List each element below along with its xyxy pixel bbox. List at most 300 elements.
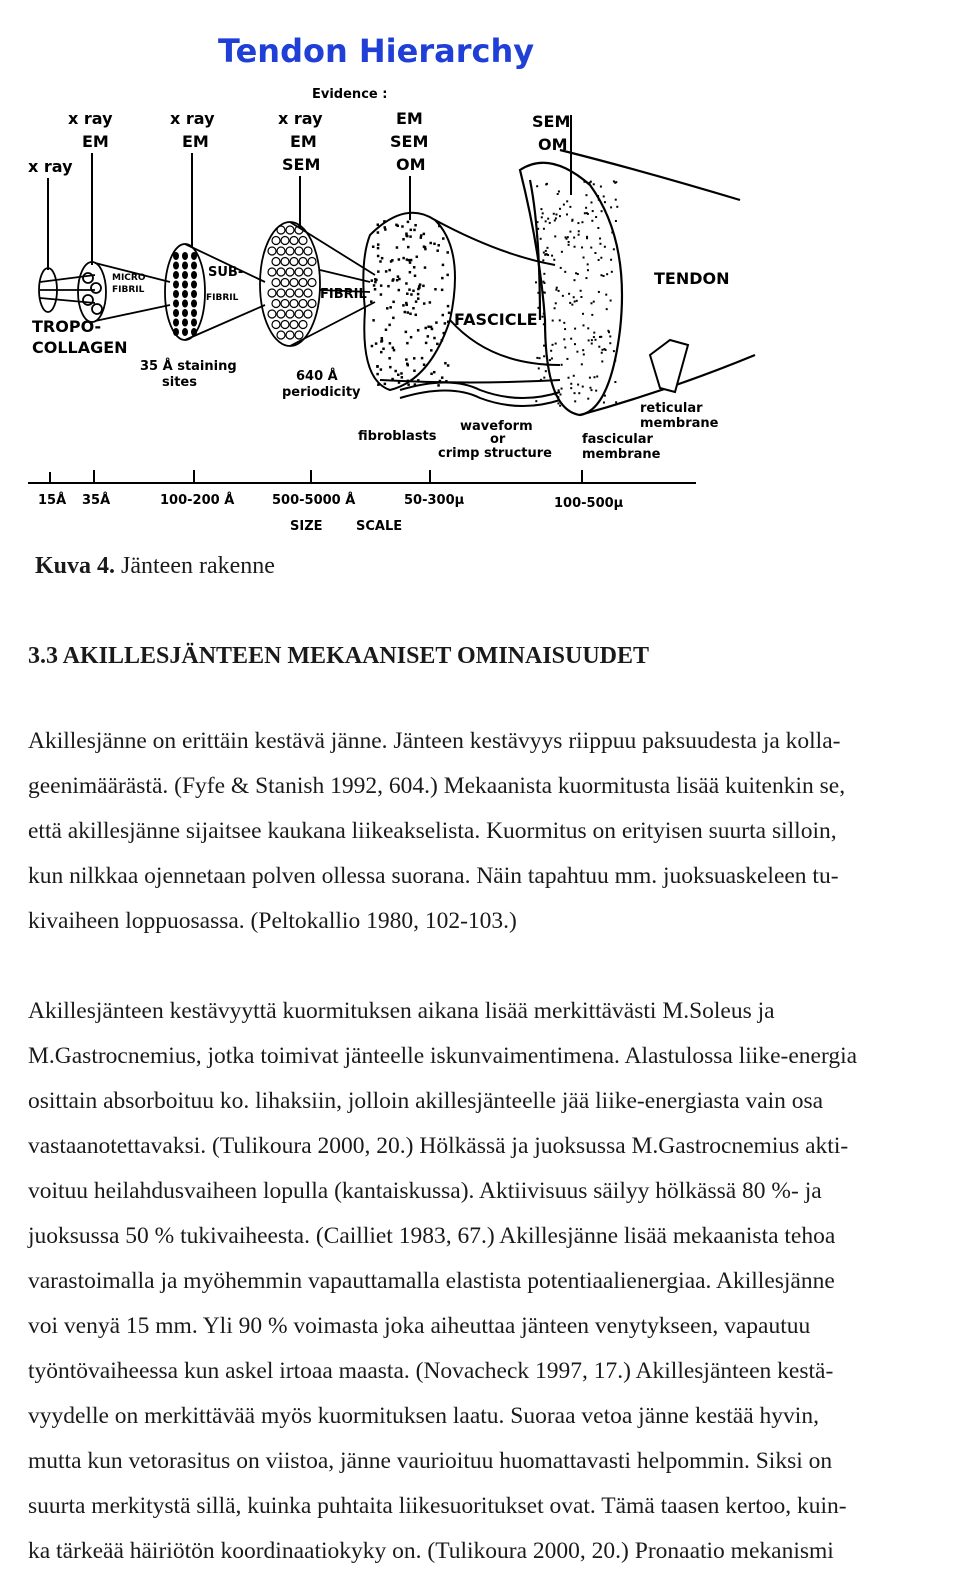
tendon-dot [543,252,545,254]
subfibril-dot [191,271,197,279]
fascicle-dot [382,348,385,351]
fascicle-dot [372,245,375,248]
fascicle-dot [414,224,417,227]
tendon-dot [543,313,545,315]
tendon-dot [536,185,538,187]
tendon-dot [549,359,551,361]
tendon-dot [569,302,571,304]
fascicle-dot [377,243,380,246]
tendon-dot [563,338,565,340]
fibril-circle [286,310,294,318]
subfibril-dot [173,290,179,298]
fascicle-dot [384,383,387,386]
paragraph-1 [28,719,953,944]
fascicle-dot [388,357,391,360]
paragraph-line: voituu heilahdusvaiheen lopulla (kantaiskussa). Aktiivisuus säilyy hölkässä 80 %- ja [28,1178,822,1204]
fascicle-dot [406,292,409,295]
fascicle-dot [383,220,386,223]
tendon-dot [550,350,552,352]
subfibril-dot [182,300,188,308]
fibril-circle [281,279,289,287]
fascicle-dot [377,223,380,226]
evidence-4-line3: SEM [282,155,321,174]
fascicle-dot [407,221,410,224]
fibril-circle [290,258,298,266]
evidence-4-line1: x ray [278,109,323,128]
fibril-circle [268,268,276,276]
tendon-dot [574,343,576,345]
reticular-membrane-drawing [650,340,688,392]
tendon-dot [587,327,589,329]
scale-tick-3: 100-200 Å [160,493,235,508]
tendon-dot [576,351,578,353]
tendon-dot [541,216,543,218]
tendon-dot [593,332,595,334]
tendon-dot [603,402,605,404]
tendon-dot [591,314,593,316]
fascicle-dot [434,288,437,291]
subfibril-label-2: FIBRIL [206,293,239,303]
tendon-hierarchy-figure [20,20,760,550]
fascicle-dot [423,233,426,236]
fibril-circle [295,310,303,318]
fascicle-dot [413,229,416,232]
subfibril-dots [173,252,197,336]
tendon-dot [542,212,544,214]
fascicle-dot [377,247,380,250]
fascicle-dot [401,225,404,228]
fascicle-dot [406,311,409,314]
tendon-dot [537,292,539,294]
scale-tick-2: 35Å [82,493,111,508]
tendon-dot [609,335,611,337]
tendon-dot [581,363,583,365]
fibril-drawing [260,222,375,346]
tendon-dot [543,228,545,230]
tendon-dot [595,216,597,218]
tendon-dot [593,183,595,185]
tropocollagen-label-1: TROPO- [32,317,102,336]
fibril-circle [299,300,307,308]
subfibril-dot [182,319,188,327]
paragraph-line: ka tärkeää häiriötön koordinaatiokyky on. (Tulikoura 2000, 20.) Pronaatio mekanismi [28,1538,834,1564]
fascicle-dot [441,277,444,280]
fibril-circle [290,237,298,245]
fascicle-dot [381,257,384,260]
tendon-dot [553,213,555,215]
tendon-dot [583,181,585,183]
tendon-dot [590,181,592,183]
tendon-dot [557,396,559,398]
paragraph-line: vastaanotettavaksi. (Tulikoura 2000, 20.) Hölkässä ja juoksussa M.Gastrocnemius akti- [28,1133,849,1159]
tendon-dot [606,308,608,310]
fascicle-dot [371,279,374,282]
fibril-circle [286,247,294,255]
tendon-dot [546,253,548,255]
fascicle-dot [381,337,384,340]
tendon-dot [549,222,551,224]
fascicle-dot [398,289,401,292]
fascicle-dot [412,290,415,293]
tendon-dot [587,269,589,271]
fascicle-dot [410,259,413,262]
scale-caption-scale: SCALE [356,519,403,534]
tendon-dot [574,400,576,402]
tendon-dot [573,375,575,377]
tendon-dot [554,219,556,221]
paragraph-line: M.Gastrocnemius, jotka toimivat jänteelle iskunvaimentimena. Alastulossa liike-energia [28,1043,858,1069]
fascicle-dot [388,324,391,327]
tendon-dot [536,221,538,223]
tendon-dot [537,257,539,259]
fibril-circle [272,258,280,266]
subfibril-dot [191,281,197,289]
tendon-dot [566,238,568,240]
fascicle-dot [370,300,373,303]
tendon-dot [604,246,606,248]
figure-caption [35,553,275,580]
fascicle-dot [377,383,380,386]
tendon-dot [601,352,603,354]
fascicle-dot [422,285,425,288]
scale-tick-4: 500-5000 Å [272,493,356,508]
tendon-dot [563,322,565,324]
fascicle-dot [383,226,386,229]
fibril-circle [286,268,294,276]
tendon-dot [586,212,588,214]
tendon-dot [591,389,593,391]
tendon-dot [577,222,579,224]
subfibril-dot [173,319,179,327]
tendon-dot [589,377,591,379]
size-scale-axis [28,470,696,483]
fascicle-dot [409,261,412,264]
fibril-circle [295,331,303,339]
tendon-dot [597,227,599,229]
fibril-circle [277,247,285,255]
paragraph-line: geenimäärästä. (Fyfe & Stanish 1992, 604.) Mekaanista kuormitusta lisää kuitenkin se, [28,773,846,799]
fascicle-dot [398,381,401,384]
evidence-4-line2: EM [290,132,317,151]
tendon-dot [611,231,613,233]
tendon-dot [570,338,572,340]
fascicle-dot [402,238,405,241]
fibril-circle [277,268,285,276]
microfibril-label-1: MICRO [112,273,146,283]
tendon-dot [574,301,576,303]
fascicle-dot [374,288,377,291]
tendon-dot [614,381,616,383]
fascicle-dot [429,301,432,304]
subfibril-dot [173,300,179,308]
fascicle-dot [396,246,399,249]
fibril-circle [272,300,280,308]
tendon-dot [578,234,580,236]
fibril-circle [295,268,303,276]
fascicle-dot [387,285,390,288]
subfibril-dot [182,281,188,289]
tendon-dot [563,204,565,206]
fascicle-dot [435,321,438,324]
fascicle-dot [396,225,399,228]
subfibril-dot [182,262,188,270]
figure-title: Tendon Hierarchy [218,32,535,70]
tendon-dot [610,300,612,302]
subfibril-dot [191,290,197,298]
fascicle-dot [394,370,397,373]
tendon-dot [610,206,612,208]
fascicle-dot [424,327,427,330]
tendon-dot [591,339,593,341]
crimp-label-1: waveform [460,419,533,434]
tendon-dot [600,257,602,259]
tendon-dot [573,279,575,281]
tendon-dot [613,248,615,250]
fascicle-dot [438,225,441,228]
fascicle-dot [402,257,405,260]
tendon-label: TENDON [654,269,730,288]
tendon-dot [543,345,545,347]
fascicle-dot [420,234,423,237]
fascicle-dot [423,302,426,305]
fascicle-dot [427,325,430,328]
fascicle-dot [427,335,430,338]
fascicle-dot [441,376,444,379]
subfibril-dot [182,271,188,279]
tendon-dot [542,259,544,261]
periodicity-label-1: 640 Å [296,369,338,384]
subfibril-dot [173,281,179,289]
tendon-dot [555,302,557,304]
fascicle-dot [410,293,413,296]
fascicle-dot [417,293,420,296]
paragraph-line: Akillesjänteen kestävyyttä kuormituksen aikana lisää merkittävästi M.Soleus ja [28,998,775,1024]
fascicle-dot [424,266,427,269]
tendon-dot [556,287,558,289]
fascicle-dot [380,293,383,296]
fascicle-dot [389,306,392,309]
tendon-dot [553,259,555,261]
fascicle-dot [430,326,433,329]
tendon-dot [570,387,572,389]
fascicle-dot [409,313,412,316]
paragraph-line: mutta kun vetorasitus on viistoa, jänne vaurioituu huomattavasti helpommin. Siksi on [28,1448,833,1474]
fascicle-dot [420,236,423,239]
fibril-circle [308,258,316,266]
tendon-dot [598,259,600,261]
fascicle-dot [441,339,444,342]
fascicle-dot [415,300,418,303]
subfibril-dot [173,262,179,270]
tendon-dot [539,357,541,359]
fascicle-dot [415,314,418,317]
tendon-dot [540,379,542,381]
tendon-dot [559,208,561,210]
tendon-dot [566,213,568,215]
fascicle-dot [413,266,416,269]
tendon-dot [596,375,598,377]
tendon-dot [590,302,592,304]
tendon-dot [600,336,602,338]
section-heading: 3.3 AKILLESJÄNTEEN MEKAANISET OMINAISUUDET [28,643,650,669]
tendon-dot [545,220,547,222]
tendon-dot [611,271,613,273]
tendon-dot [541,316,543,318]
fascicle-dot [388,269,391,272]
fibril-circle [277,226,285,234]
paragraph-line: kun nilkkaa ojennetaan polven ollessa suorana. Näin tapahtuu mm. juoksuaskeleen tu- [28,863,839,889]
tendon-dot [585,207,587,209]
fascicle-dot [397,373,400,376]
tendon-dot [571,304,573,306]
fascicle-dot [392,278,395,281]
fascicle-dot [447,321,450,324]
fascicle-dot [379,260,382,263]
fascicle-dot [373,284,376,287]
fascicle-dot [380,351,383,354]
tendon-dot [566,358,568,360]
fibril-circle [281,237,289,245]
caption-text: Jänteen rakenne [115,553,275,579]
fascicle-dot [437,384,440,387]
tendon-dot [583,353,585,355]
tendon-dot [543,355,545,357]
subfibril-dot [182,252,188,260]
paragraph-line: voi venyä 15 mm. Yli 90 % voimasta joka aiheuttaa jänteen venytykseen, vapautuu [28,1313,811,1339]
fascicle-dot [424,248,427,251]
fascicle-dot [410,229,413,232]
tendon-dot [585,194,587,196]
tendon-dot [575,272,577,274]
tendon-dot [600,274,602,276]
subfibril-dot [191,309,197,317]
fibril-circle [286,331,294,339]
subfibril-dot [173,309,179,317]
subfibril-dot [173,252,179,260]
fascicle-dot [398,258,401,261]
fascicular-label-1: fascicular [582,432,653,447]
tendon-dot [552,344,554,346]
fibril-circle [290,321,298,329]
tendon-dot [598,199,600,201]
subfibril-dot [173,271,179,279]
fascicle-dot [377,231,380,234]
tendon-dot [568,241,570,243]
fascicle-dot [405,302,408,305]
fibril-circles [268,226,316,339]
tendon-dot [545,183,547,185]
tendon-dot [593,336,595,338]
tendon-dot [554,307,556,309]
fascicle-dot [429,242,432,245]
tendon-dot [598,291,600,293]
paragraph-line: että akillesjänne sijaitsee kaukana liikeakselista. Kuormitus on erityisen suurta silloin, [28,818,837,844]
fascicle-dot [405,282,408,285]
tendon-dot [580,296,582,298]
evidence-6-line2: OM [538,135,568,154]
tendon-dot [537,228,539,230]
paragraph-line: vyydelle on merkittävää myös kuormituksen laatu. Suoraa vetoa jänne kestää hyvin, [28,1403,819,1429]
tropocollagen-label-2: COLLAGEN [32,338,128,357]
tendon-dot [561,251,563,253]
fascicle-dot [391,378,394,381]
tendon-dot [594,339,596,341]
subfibril-dot [182,290,188,298]
scale-tick-6: 100-500μ [554,496,624,511]
tendon-dot [615,220,617,222]
fascicle-dot [405,331,408,334]
tendon-dot [599,237,601,239]
tendon-dot [559,393,561,395]
fibril-circle [272,237,280,245]
tendon-dot [604,201,606,203]
fascicle-dot [408,259,411,262]
caption-label: Kuva 4. [35,553,116,579]
fascicle-dot [445,380,448,383]
subfibril-label-1: SUB- [208,265,244,280]
fascicle-dot [372,319,375,322]
tendon-dot [601,360,603,362]
tendon-dot [595,390,597,392]
fascicle-dot [375,342,378,345]
tendon-dot [606,273,608,275]
fascicle-dot [409,271,412,274]
tendon-dot [577,273,579,275]
fibril-circle [268,247,276,255]
tendon-dot [603,275,605,277]
fascicle-dot [374,281,377,284]
fibril-circle [290,300,298,308]
fascicle-dot [381,339,384,342]
paragraph-line: kivaiheen loppuosassa. (Peltokallio 1980, 102-103.) [28,908,517,934]
fascicle-dot [439,380,442,383]
fascicle-dot [390,260,393,263]
fascicle-dot [386,307,389,310]
tendon-dot [543,323,545,325]
evidence-5-line3: OM [396,155,426,174]
tendon-dot [551,255,553,257]
tendon-dot [568,244,570,246]
tendon-hierarchy-diagram [20,20,760,550]
staining-label-1: 35 Å staining [140,359,237,374]
tendon-dot [545,370,547,372]
fascicle-dot [446,251,449,254]
fascicle-dot [401,376,404,379]
evidence-3-line1: x ray [170,109,215,128]
tendon-dot [590,201,592,203]
fascicle-dot [405,234,408,237]
fascicle-dot [385,270,388,273]
fibril-circle [304,310,312,318]
tendon-dot [597,195,599,197]
fibroblasts-label: fibroblasts [358,429,437,444]
tendon-dot [591,343,593,345]
tendon-dot [536,235,538,237]
fascicle-dot [405,358,408,361]
paragraph-line: työntövaiheessa kun askel irtoaa maasta. (Novacheck 1997, 17.) Akillesjänteen kestä- [28,1358,834,1384]
tendon-dot [603,195,605,197]
evidence-label: Evidence : [312,87,388,102]
tendon-dot [582,349,584,351]
fascicle-dot [400,372,403,375]
tendon-dot [564,271,566,273]
subfibril-dot [182,309,188,317]
fascicle-label: FASCICLE [454,310,538,329]
fascicle-dot [442,314,445,317]
evidence-1-line1: x ray [28,157,73,176]
tendon-dot [594,252,596,254]
crimp-label-2: or [490,432,506,447]
